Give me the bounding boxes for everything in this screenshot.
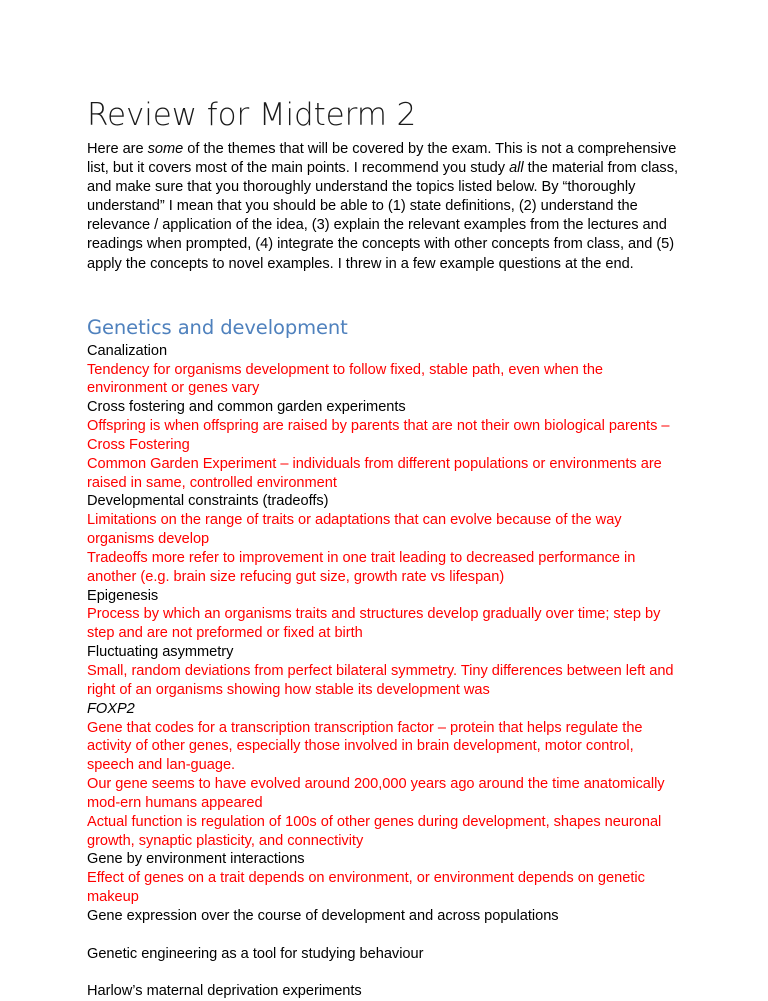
outline-term: FOXP2 [87, 700, 135, 717]
intro-paragraph [87, 140, 681, 274]
outline-note: Effect of genes on a trait depends on environment, or environment depends on genetic makeup [87, 870, 649, 906]
intro-text-run: of the themes that will be covered by the exam. This is not a comprehensive list, but it covers most of the main points. I recommend you study [87, 141, 677, 177]
outline-term: Canalization [87, 342, 168, 359]
outline-term: Epigenesis [87, 587, 159, 604]
outline-note: Actual function is regulation of 100s of other genes during development, shapes neuronal growth, synaptic plasticity, and connectivity [87, 813, 666, 849]
section-heading: Genetics and development [87, 315, 348, 339]
outline-term: Harlow’s maternal deprivation experiments [87, 983, 362, 1000]
intro-emphasis: all [509, 160, 524, 177]
page-title: Review for Midterm 2 [87, 97, 417, 133]
outline-term: Gene expression over the course of development and across populations [87, 907, 559, 924]
outline-term: Fluctuating asymmetry [87, 644, 234, 661]
outline-note: Small, random deviations from perfect bilateral symmetry. Tiny differences between left and right of an organisms showing how stable its development was [87, 663, 678, 698]
outline-note: Common Garden Experiment – individuals from different populations or environments are raised in same, controlled environment [87, 455, 666, 491]
outline-note: Offspring is when offspring are raised by parents that are not their own biological parents – Cross Fostering [87, 418, 674, 453]
intro-emphasis: some [147, 141, 184, 157]
outline-term: Cross fostering and common garden experiments [87, 399, 406, 416]
outline-term: Gene by environment interactions [87, 851, 305, 868]
outline-note: Limitations on the range of traits or adaptations that can evolve because of the way organisms develop [87, 512, 626, 548]
document-body [87, 96, 681, 1001]
outline-blank-line [87, 964, 681, 983]
section-genetics-and-development [87, 316, 681, 1001]
outline-note: Tendency for organisms development to follow fixed, stable path, even when the environment or genes vary [87, 361, 608, 397]
outline-note: Tradeoffs more refer to improvement in one trait leading to decreased performance in another (e.g. brain size refucing gut size, growth rate vs lifespan) [87, 549, 640, 585]
outline-term: Developmental constraints (tradeoffs) [87, 493, 329, 510]
intro-text-run: the material from class, and make sure that you thoroughly understand the topics listed below. By “thoroughly understand” I mean that you should be able to (1) state definitions, (2) understand the relevance / application of the idea, (3) explain the relevant examples from the lectures and readings when prompted, (4) integrate the concepts with other concepts from class, and (5) apply the concepts to novel examples. I threw in a few example questions at the end. [87, 160, 679, 272]
outline-blank-line [87, 926, 681, 945]
outline-term: Genetic engineering as a tool for studying behaviour [87, 945, 424, 962]
outline-note: Process by which an organisms traits and structures develop gradually over time; step by step and are not preformed or fixed at birth [87, 606, 665, 642]
intro-text-run: Here are [87, 141, 148, 157]
outline-note: Gene that codes for a transcription transcription factor – protein that helps regulate the activity of other genes, especially those involved in brain development, motor control, speech and lan-guage. [87, 719, 647, 774]
outline-note: Our gene seems to have evolved around 200,000 years ago around the time anatomically mod-ern humans appeared [87, 776, 669, 811]
section-spacer [87, 274, 681, 316]
outline-list [87, 342, 681, 1001]
